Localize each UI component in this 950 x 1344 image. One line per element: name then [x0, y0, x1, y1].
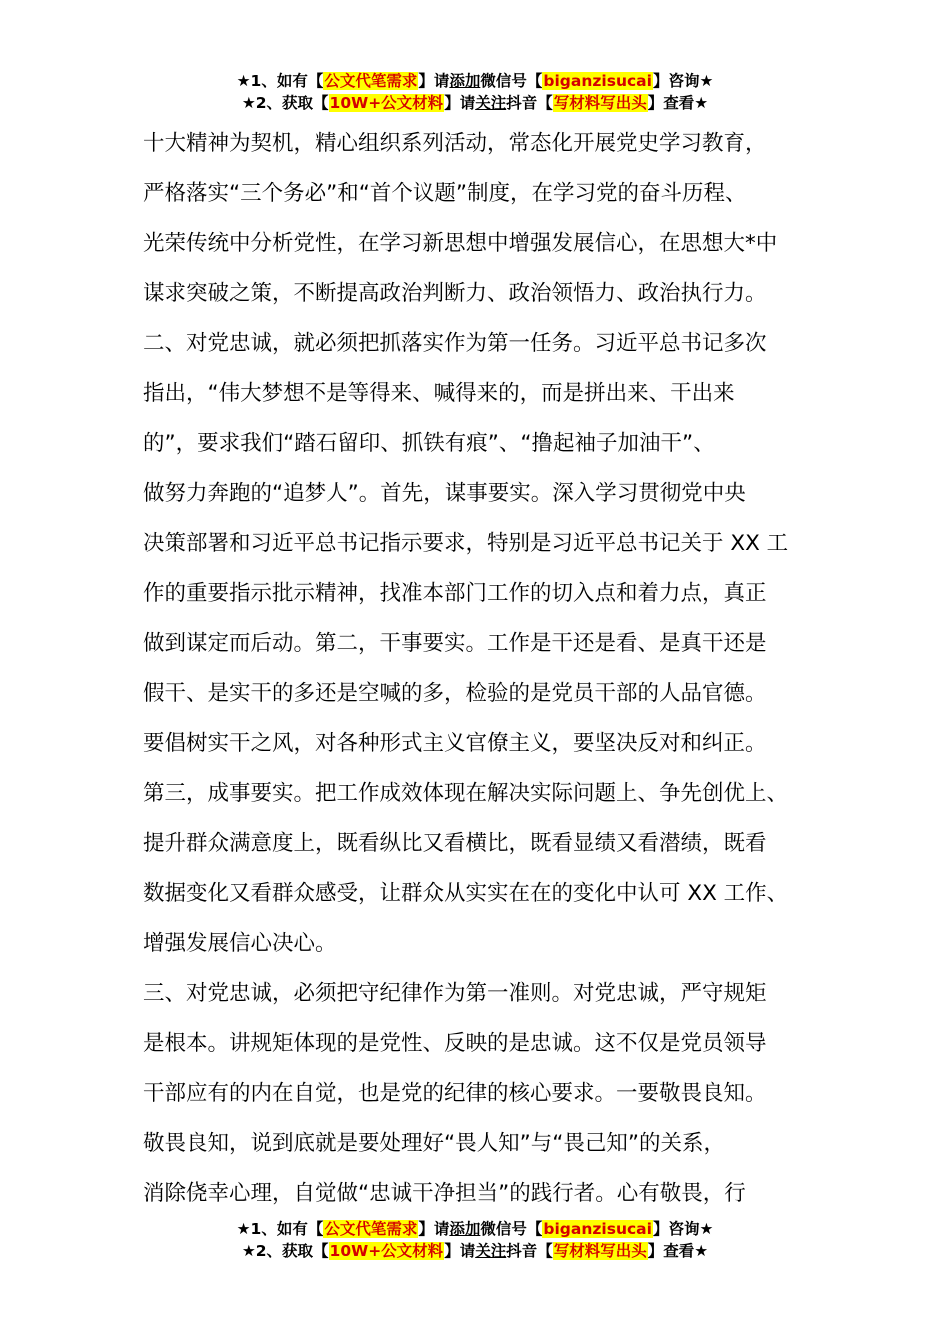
banner-text: 微信号【 [480, 72, 543, 90]
header-banner [0, 70, 950, 114]
banner-text: 】查看★ [647, 94, 709, 112]
text-line: 谋求突破之策，不断提高政治判断力、政治领悟力、政治执行力。 [143, 281, 767, 306]
banner-text: 】咨询★ [652, 1220, 714, 1238]
text-line: 决策部署和习近平总书记指示要求，特别是习近平总书记关于 XX 工 [143, 531, 789, 556]
text-line: 数据变化又看群众感受，让群众从实实在在的变化中认可 XX 工作、 [143, 881, 789, 906]
underline-add: 添加 [449, 72, 481, 90]
text-line: 的”，要求我们“踏石留印、抓铁有痕”、“撸起袖子加油干”、 [143, 431, 715, 456]
text-line: 要倡树实干之风，对各种形式主义官僚主义，要坚决反对和纠正。 [143, 731, 767, 756]
banner-text: 】请 [418, 1220, 450, 1238]
banner-text: 】请 [444, 94, 476, 112]
underline-follow: 关注 [475, 1242, 507, 1260]
banner-line-2 [0, 1240, 950, 1262]
banner-text: 抖音【 [506, 94, 553, 112]
text-line: 消除侥幸心理，自觉做“忠诚干净担当”的践行者。心有敬畏，行 [143, 1181, 746, 1206]
underline-add: 添加 [449, 1220, 481, 1238]
banner-line-2 [0, 92, 950, 114]
highlight-douyin-account: 写材料写出头 [553, 1242, 647, 1260]
text-line: 干部应有的内在自觉，也是党的纪律的核心要求。一要敬畏良知。 [143, 1081, 767, 1106]
text-line: 增强发展信心决心。 [143, 931, 337, 956]
text-line: 指出，“伟大梦想不是等得来、喊得来的，而是拼出来、干出来 [143, 381, 735, 406]
banner-text: 】查看★ [647, 1242, 709, 1260]
text-line: 二、对党忠诚，就必须把抓落实作为第一任务。习近平总书记多次 [143, 331, 767, 356]
banner-text: 】请 [418, 72, 450, 90]
text-line: 做到谋定而后动。第二，干事要实。工作是干还是看、是真干还是 [143, 631, 767, 656]
text-line: 敬畏良知，说到底就是要处理好“畏人知”与“畏己知”的关系， [143, 1131, 726, 1156]
highlight-wechat-id: biganzisucai [543, 72, 652, 90]
highlight-materials: 10W+公文材料 [329, 1242, 444, 1260]
banner-text: 】请 [444, 1242, 476, 1260]
highlight-wechat-id: biganzisucai [543, 1220, 652, 1238]
document-body [143, 119, 833, 1219]
highlight-ghostwriting: 公文代笔需求 [324, 1220, 418, 1238]
text-line: 三、对党忠诚，必须把守纪律作为第一准则。对党忠诚，严守规矩 [143, 981, 767, 1006]
text-line: 严格落实“三个务必”和“首个议题”制度，在学习党的奋斗历程、 [143, 181, 747, 206]
banner-text: ★2、获取【 [241, 1242, 329, 1260]
underline-follow: 关注 [475, 94, 507, 112]
banner-line-1 [0, 70, 950, 92]
banner-text: 】咨询★ [652, 72, 714, 90]
text-line: 十大精神为契机，精心组织系列活动，常态化开展党史学习教育， [143, 131, 767, 156]
banner-text: ★2、获取【 [241, 94, 329, 112]
text-line: 提升群众满意度上，既看纵比又看横比，既看显绩又看潜绩，既看 [143, 831, 767, 856]
banner-text: ★1、如有【 [236, 72, 324, 90]
highlight-douyin-account: 写材料写出头 [553, 94, 647, 112]
banner-text: 抖音【 [506, 1242, 553, 1260]
text-line: 假干、是实干的多还是空喊的多，检验的是党员干部的人品官德。 [143, 681, 767, 706]
text-line: 做努力奔跑的“追梦人”。首先，谋事要实。深入学习贯彻党中央 [143, 481, 746, 506]
banner-text: ★1、如有【 [236, 1220, 324, 1238]
highlight-ghostwriting: 公文代笔需求 [324, 72, 418, 90]
banner-line-1 [0, 1218, 950, 1240]
text-line: 是根本。讲规矩体现的是党性、反映的是忠诚。这不仅是党员领导 [143, 1031, 767, 1056]
footer-banner [0, 1218, 950, 1262]
text-line: 光荣传统中分析党性，在学习新思想中增强发展信心，在思想大*中 [143, 231, 778, 256]
highlight-materials: 10W+公文材料 [329, 94, 444, 112]
banner-text: 微信号【 [480, 1220, 543, 1238]
text-line: 作的重要指示批示精神，找准本部门工作的切入点和着力点，真正 [143, 581, 767, 606]
text-line: 第三，成事要实。把工作成效体现在解决实际问题上、争先创优上、 [143, 781, 789, 806]
